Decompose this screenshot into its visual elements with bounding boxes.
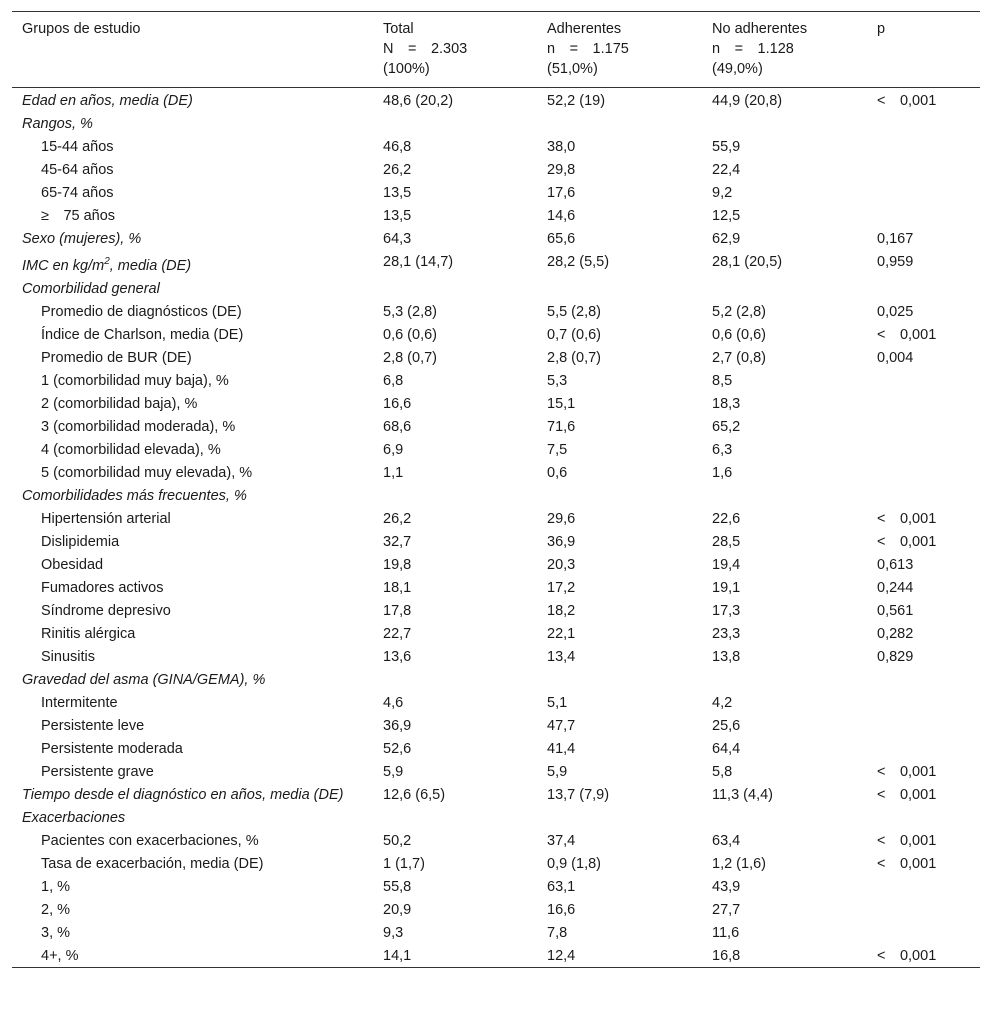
cell-p-value: 0,561 — [877, 602, 914, 619]
cell-p-value — [867, 898, 980, 921]
cell-no-adherentes: 65,2 — [712, 418, 741, 435]
cell-adherentes: 37,4 — [547, 832, 576, 849]
cell-adherentes: 5,9 — [547, 763, 568, 780]
row-label-text: Rangos, % — [22, 116, 93, 132]
cell-no-adherentes: 22,4 — [712, 162, 741, 178]
header-total-n: N = 2.303 — [383, 41, 468, 57]
cell-total: 2,8 (0,7) — [383, 349, 437, 366]
cell-no-adherentes — [702, 806, 867, 829]
cell-adherentes: 17,6 — [547, 185, 576, 201]
cell-p-value — [867, 158, 980, 181]
cell-no-adherentes: 28,1 (20,5) — [712, 254, 783, 270]
cell-total: 0,6 (0,6) — [383, 326, 437, 343]
row-label — [12, 852, 373, 875]
cell-adherentes: 16,6 — [547, 901, 576, 918]
cell-adherentes — [537, 112, 702, 135]
cell-adherentes: 63,1 — [547, 878, 576, 895]
header-adherentes-pct: (51,0%) — [547, 61, 598, 77]
cell-adherentes: 28,2 (5,5) — [547, 254, 610, 270]
row-label-text: 3, % — [41, 924, 71, 941]
cell-no-adherentes: 62,9 — [712, 231, 741, 247]
row-label-text: Comorbilidades más frecuentes, % — [22, 487, 247, 504]
row-label — [12, 300, 373, 323]
cell-p-value — [867, 921, 980, 944]
row-label-text: 2 (comorbilidad baja), % — [41, 395, 198, 412]
cell-p-value: < 0,001 — [877, 326, 937, 343]
row-label — [12, 181, 373, 204]
row-label-text: 2, % — [41, 901, 71, 918]
table-row — [12, 135, 980, 158]
cell-total: 22,7 — [383, 625, 412, 642]
cell-adherentes: 0,6 — [547, 464, 568, 481]
cell-adherentes: 12,4 — [547, 947, 576, 964]
row-label — [12, 392, 373, 415]
table-row — [12, 783, 980, 806]
cell-adherentes — [537, 277, 702, 300]
table-row — [12, 415, 980, 438]
table-row — [12, 88, 980, 113]
cell-adherentes: 7,5 — [547, 441, 568, 458]
row-label — [12, 944, 373, 968]
cell-total: 1,1 — [383, 464, 404, 481]
cell-adherentes: 15,1 — [547, 395, 576, 412]
cell-adherentes: 18,2 — [547, 602, 576, 619]
cell-no-adherentes: 18,3 — [712, 395, 741, 412]
row-label-text: 4 (comorbilidad elevada), % — [41, 441, 221, 458]
table-row — [12, 181, 980, 204]
table-row — [12, 760, 980, 783]
cell-no-adherentes: 25,6 — [712, 717, 741, 734]
row-label-text: Dislipidemia — [41, 533, 120, 550]
row-label-text: Sexo (mujeres), % — [22, 231, 142, 247]
table-row — [12, 576, 980, 599]
row-label — [12, 783, 373, 806]
cell-adherentes: 14,6 — [547, 208, 576, 224]
cell-adherentes: 65,6 — [547, 231, 576, 247]
row-label-text: Hipertensión arterial — [41, 510, 171, 527]
table-row — [12, 691, 980, 714]
row-label — [12, 112, 373, 135]
cell-total: 13,6 — [383, 648, 412, 665]
cell-no-adherentes: 23,3 — [712, 625, 741, 642]
cell-p-value — [867, 737, 980, 760]
cell-no-adherentes — [702, 277, 867, 300]
cell-total: 50,2 — [383, 832, 412, 849]
row-label-text: 15-44 años — [41, 139, 114, 155]
cell-total — [373, 484, 537, 507]
cell-p-value — [867, 461, 980, 484]
table-row — [12, 921, 980, 944]
cell-no-adherentes: 22,6 — [712, 510, 741, 527]
cell-total: 4,6 — [383, 694, 404, 711]
row-label — [12, 553, 373, 576]
table-row — [12, 346, 980, 369]
cell-total: 28,1 (14,7) — [383, 254, 454, 270]
cell-adherentes: 29,6 — [547, 510, 576, 527]
row-label-text: Gravedad del asma (GINA/GEMA), % — [22, 671, 266, 688]
table-row — [12, 737, 980, 760]
cell-no-adherentes: 9,2 — [712, 185, 733, 201]
row-label — [12, 921, 373, 944]
cell-p-value — [867, 484, 980, 507]
table-row — [12, 714, 980, 737]
row-label — [12, 369, 373, 392]
cell-p-value — [867, 875, 980, 898]
cell-p-value: 0,829 — [877, 648, 914, 665]
table-row — [12, 484, 980, 507]
row-label-text: 5 (comorbilidad muy elevada), % — [41, 464, 253, 481]
cell-adherentes: 20,3 — [547, 556, 576, 573]
cell-no-adherentes: 6,3 — [712, 441, 733, 458]
row-label — [12, 829, 373, 852]
cell-total: 9,3 — [383, 924, 404, 941]
header-no-adherentes — [702, 12, 867, 88]
cell-adherentes: 71,6 — [547, 418, 576, 435]
cell-total — [373, 668, 537, 691]
cell-p-value: 0,613 — [877, 556, 914, 573]
cell-total: 64,3 — [383, 231, 412, 247]
row-label-text: Pacientes con exacerbaciones, % — [41, 832, 259, 849]
cell-no-adherentes: 17,3 — [712, 602, 741, 619]
header-no-adherentes-n: n = 1.128 — [712, 41, 794, 57]
row-label — [12, 227, 373, 250]
row-label — [12, 576, 373, 599]
row-label-text: Síndrome depresivo — [41, 602, 171, 619]
cell-no-adherentes: 4,2 — [712, 694, 733, 711]
cell-p-value — [867, 135, 980, 158]
cell-total: 6,8 — [383, 372, 404, 389]
cell-no-adherentes: 11,6 — [712, 924, 740, 941]
cell-no-adherentes: 12,5 — [712, 208, 741, 224]
cell-no-adherentes: 19,1 — [712, 579, 741, 596]
table-row — [12, 599, 980, 622]
cell-total — [373, 277, 537, 300]
table-row — [12, 461, 980, 484]
cell-p-value — [867, 277, 980, 300]
cell-p-value: 0,282 — [877, 625, 914, 642]
cell-adherentes: 0,9 (1,8) — [547, 855, 601, 872]
cell-total: 55,8 — [383, 878, 412, 895]
cell-total: 5,3 (2,8) — [383, 303, 437, 320]
cell-p-value: < 0,001 — [877, 763, 937, 780]
cell-adherentes: 29,8 — [547, 162, 576, 178]
cell-no-adherentes: 64,4 — [712, 740, 741, 757]
header-adherentes-n: n = 1.175 — [547, 41, 629, 57]
header-study-groups — [12, 12, 373, 88]
row-label — [12, 507, 373, 530]
header-total — [373, 12, 537, 88]
cell-p-value: < 0,001 — [877, 533, 937, 550]
cell-adherentes: 2,8 (0,7) — [547, 349, 601, 366]
row-label — [12, 135, 373, 158]
row-label — [12, 714, 373, 737]
table-row — [12, 898, 980, 921]
row-label-text: Promedio de BUR (DE) — [41, 349, 192, 366]
table-row — [12, 204, 980, 227]
table-row — [12, 875, 980, 898]
table-row — [12, 553, 980, 576]
cell-no-adherentes: 16,8 — [712, 947, 741, 964]
cell-total: 17,8 — [383, 602, 412, 619]
row-label-text: Edad en años, media (DE) — [22, 93, 193, 109]
cell-no-adherentes: 5,8 — [712, 763, 733, 780]
cell-no-adherentes: 19,4 — [712, 556, 741, 573]
cell-total: 6,9 — [383, 441, 404, 458]
cell-total: 48,6 (20,2) — [383, 93, 454, 109]
cell-total: 16,6 — [383, 395, 412, 412]
cell-no-adherentes — [702, 668, 867, 691]
table-body — [12, 88, 980, 968]
row-label — [12, 668, 373, 691]
cell-no-adherentes: 8,5 — [712, 372, 733, 389]
row-label-text: IMC en kg/m — [22, 257, 105, 274]
table-row — [12, 645, 980, 668]
cell-p-value: < 0,001 — [877, 947, 937, 964]
cell-p-value: < 0,001 — [877, 510, 937, 527]
table-row — [12, 944, 980, 968]
cell-adherentes: 13,7 (7,9) — [547, 786, 610, 803]
cell-total: 36,9 — [383, 717, 412, 734]
table-row — [12, 112, 980, 135]
cell-total — [373, 112, 537, 135]
table-row — [12, 622, 980, 645]
cell-adherentes: 17,2 — [547, 579, 576, 596]
row-label — [12, 461, 373, 484]
row-label — [12, 204, 373, 227]
header-p — [867, 12, 980, 88]
cell-total: 26,2 — [383, 162, 412, 178]
cell-adherentes: 5,3 — [547, 372, 568, 389]
header-row — [12, 12, 980, 88]
cell-adherentes: 22,1 — [547, 625, 576, 642]
cell-p-value: < 0,001 — [877, 855, 937, 872]
cell-p-value: < 0,001 — [877, 786, 937, 803]
table-container — [12, 11, 980, 968]
table-row — [12, 158, 980, 181]
row-label-text: Persistente grave — [41, 763, 154, 780]
cell-no-adherentes: 63,4 — [712, 832, 741, 849]
row-label — [12, 599, 373, 622]
cell-p-value — [867, 392, 980, 415]
cell-p-value — [867, 668, 980, 691]
cell-total: 26,2 — [383, 510, 412, 527]
cell-no-adherentes: 43,9 — [712, 878, 741, 895]
cell-no-adherentes: 11,3 (4,4) — [712, 786, 773, 803]
row-label-text: Tasa de exacerbación, media (DE) — [41, 855, 264, 872]
cell-total: 19,8 — [383, 556, 412, 573]
cell-p-value: 0,167 — [877, 231, 914, 247]
table-row — [12, 829, 980, 852]
row-label-text: 3 (comorbilidad moderada), % — [41, 418, 236, 435]
cell-no-adherentes: 55,9 — [712, 139, 741, 155]
table-row — [12, 369, 980, 392]
cell-adherentes: 47,7 — [547, 717, 576, 734]
cell-total: 5,9 — [383, 763, 404, 780]
cell-adherentes: 5,1 — [547, 694, 568, 711]
cell-total: 12,6 (6,5) — [383, 786, 446, 803]
row-label — [12, 346, 373, 369]
cell-adherentes: 41,4 — [547, 740, 576, 757]
row-label — [12, 158, 373, 181]
cell-adherentes — [537, 806, 702, 829]
cell-no-adherentes: 0,6 (0,6) — [712, 326, 766, 343]
cell-total: 46,8 — [383, 139, 412, 155]
header-no-adherentes-label: No adherentes — [712, 21, 808, 37]
cell-p-value — [867, 714, 980, 737]
row-label-superscript: 2 — [104, 256, 110, 267]
header-study-groups-label: Grupos de estudio — [22, 21, 141, 37]
cell-no-adherentes: 44,9 (20,8) — [712, 93, 783, 109]
row-label — [12, 645, 373, 668]
cell-adherentes: 0,7 (0,6) — [547, 326, 601, 343]
table-row — [12, 250, 980, 277]
header-total-label: Total — [383, 21, 414, 37]
table-row — [12, 227, 980, 250]
cell-total: 20,9 — [383, 901, 412, 918]
row-label — [12, 691, 373, 714]
row-label-text: Promedio de diagnósticos (DE) — [41, 303, 242, 320]
table-row — [12, 806, 980, 829]
row-label-suffix: , media (DE) — [109, 257, 192, 274]
cell-no-adherentes: 1,2 (1,6) — [712, 855, 766, 872]
row-label — [12, 737, 373, 760]
row-label — [12, 898, 373, 921]
cell-adherentes — [537, 484, 702, 507]
header-total-pct: (100%) — [383, 61, 430, 77]
cell-p-value: < 0,001 — [877, 832, 937, 849]
row-label — [12, 277, 373, 300]
cell-total: 1 (1,7) — [383, 855, 425, 872]
cell-p-value — [867, 691, 980, 714]
row-label — [12, 875, 373, 898]
table-row — [12, 530, 980, 553]
row-label-text: 45-64 años — [41, 162, 114, 178]
row-label — [12, 88, 373, 113]
table-row — [12, 668, 980, 691]
table-row — [12, 852, 980, 875]
header-adherentes-label: Adherentes — [547, 21, 622, 37]
cell-adherentes: 7,8 — [547, 924, 568, 941]
cell-adherentes: 52,2 (19) — [547, 93, 606, 109]
row-label — [12, 250, 373, 277]
row-label-text: Tiempo desde el diagnóstico en años, media (DE) — [22, 786, 344, 803]
row-label-text: 1 (comorbilidad muy baja), % — [41, 372, 229, 389]
table-row — [12, 277, 980, 300]
row-label-text: Obesidad — [41, 556, 104, 573]
cell-no-adherentes: 2,7 (0,8) — [712, 349, 766, 366]
table-row — [12, 323, 980, 346]
cell-total: 14,1 — [383, 947, 412, 964]
table-row — [12, 300, 980, 323]
cell-no-adherentes: 28,5 — [712, 533, 741, 550]
cell-adherentes: 38,0 — [547, 139, 576, 155]
header-no-adherentes-pct: (49,0%) — [712, 61, 763, 77]
cell-p-value: 0,004 — [877, 349, 914, 366]
cell-total: 68,6 — [383, 418, 412, 435]
row-label-text: Comorbilidad general — [22, 280, 160, 297]
row-label — [12, 806, 373, 829]
cell-total: 13,5 — [383, 185, 412, 201]
cell-total: 32,7 — [383, 533, 412, 550]
table-row — [12, 507, 980, 530]
cell-adherentes: 13,4 — [547, 648, 576, 665]
cell-p-value — [867, 112, 980, 135]
table-row — [12, 438, 980, 461]
cell-p-value — [867, 181, 980, 204]
cell-p-value — [867, 438, 980, 461]
cell-p-value — [867, 415, 980, 438]
row-label-text: Fumadores activos — [41, 579, 164, 596]
cell-p-value: 0,959 — [877, 254, 914, 270]
row-label-text: Rinitis alérgica — [41, 625, 136, 642]
cell-total: 18,1 — [383, 579, 412, 596]
cell-total: 13,5 — [383, 208, 412, 224]
cell-no-adherentes: 1,6 — [712, 464, 733, 481]
cell-no-adherentes — [702, 484, 867, 507]
row-label-text: Persistente moderada — [41, 740, 183, 757]
row-label-text: Persistente leve — [41, 717, 145, 734]
cell-no-adherentes: 27,7 — [712, 901, 741, 918]
cell-adherentes: 5,5 (2,8) — [547, 303, 601, 320]
cell-no-adherentes: 5,2 (2,8) — [712, 303, 766, 320]
cell-p-value: < 0,001 — [877, 93, 937, 109]
table-header — [12, 12, 980, 88]
row-label — [12, 760, 373, 783]
table-row — [12, 392, 980, 415]
row-label — [12, 530, 373, 553]
cell-adherentes — [537, 668, 702, 691]
row-label — [12, 323, 373, 346]
cell-p-value: 0,244 — [877, 579, 914, 596]
row-label-text: 4+, % — [41, 947, 79, 964]
row-label — [12, 622, 373, 645]
row-label-text: ≥ 75 años — [41, 208, 116, 224]
cell-total — [373, 806, 537, 829]
cell-no-adherentes: 13,8 — [712, 648, 741, 665]
row-label-text: Sinusitis — [41, 648, 95, 665]
header-p-label: p — [877, 21, 886, 37]
row-label-text: Exacerbaciones — [22, 809, 126, 826]
cell-adherentes: 36,9 — [547, 533, 576, 550]
cell-p-value: 0,025 — [877, 303, 914, 320]
cell-total: 52,6 — [383, 740, 412, 757]
cell-p-value — [867, 806, 980, 829]
row-label-text: Intermitente — [41, 694, 118, 711]
row-label — [12, 438, 373, 461]
row-label — [12, 415, 373, 438]
cell-p-value — [867, 204, 980, 227]
cell-no-adherentes — [702, 112, 867, 135]
row-label-text: 65-74 años — [41, 185, 114, 201]
row-label-text: Índice de Charlson, media (DE) — [41, 326, 244, 343]
data-table — [12, 11, 980, 968]
header-adherentes — [537, 12, 702, 88]
cell-p-value — [867, 369, 980, 392]
row-label-text: 1, % — [41, 878, 71, 895]
row-label — [12, 484, 373, 507]
